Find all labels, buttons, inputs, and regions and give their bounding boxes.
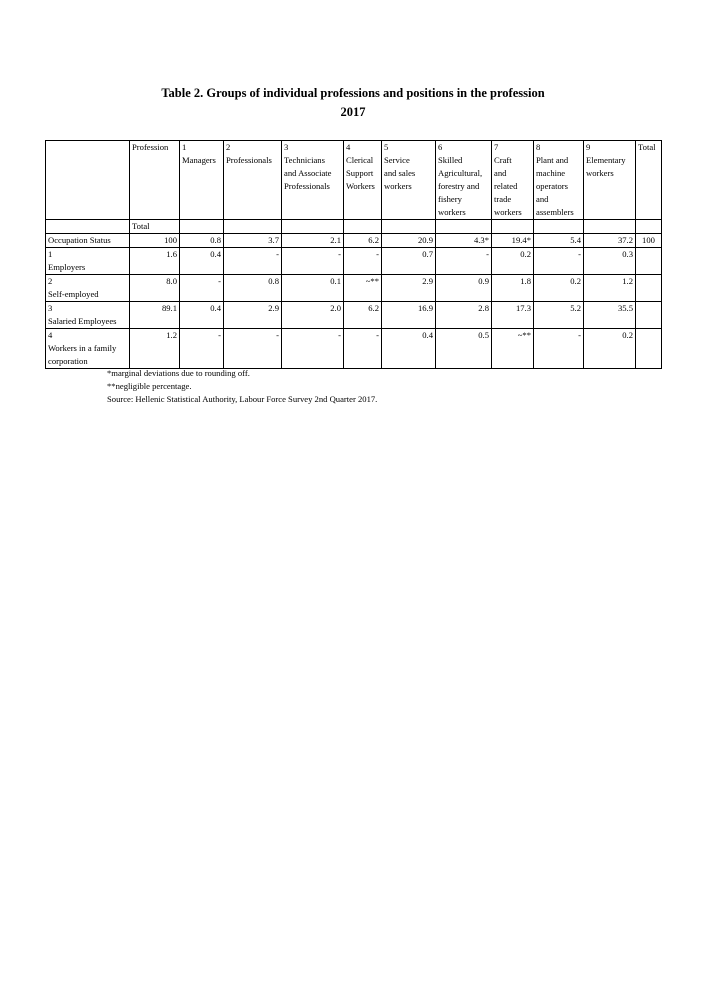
table-cell: 2.0 bbox=[282, 302, 344, 329]
table-cell: 4.3* bbox=[436, 234, 492, 248]
group-label-line: Managers bbox=[182, 155, 216, 165]
table-year: 2017 bbox=[340, 105, 366, 119]
header-group-3 bbox=[282, 141, 344, 220]
table-cell: 1.8 bbox=[492, 275, 534, 302]
table-cell: ~** bbox=[492, 329, 534, 369]
group-number: 9 bbox=[586, 142, 591, 152]
table-cell: ~** bbox=[344, 275, 382, 302]
group-number: 5 bbox=[384, 142, 389, 152]
group-label-line: trade bbox=[494, 194, 512, 204]
group-label-line: Technicians bbox=[284, 155, 325, 165]
group-label-line: machine bbox=[536, 168, 566, 178]
subheader-row bbox=[46, 220, 662, 234]
group-label-line: workers bbox=[438, 207, 466, 217]
row-label-text: Employers bbox=[48, 262, 86, 272]
table-cell: 2.9 bbox=[224, 302, 282, 329]
empty-cell bbox=[224, 220, 282, 234]
group-label-line: workers bbox=[586, 168, 614, 178]
empty-cell bbox=[584, 220, 636, 234]
header-row bbox=[46, 141, 662, 220]
table-cell: - bbox=[436, 248, 492, 275]
table-cell: 0.4 bbox=[180, 248, 224, 275]
table-title: Table 2. Groups of individual professions and positions in the profession bbox=[161, 86, 545, 100]
table-cell: 0.4 bbox=[382, 329, 436, 369]
table-cell: - bbox=[282, 329, 344, 369]
group-label-line: Professionals bbox=[226, 155, 272, 165]
table-row bbox=[46, 248, 662, 275]
row-number: 3 bbox=[48, 303, 53, 313]
group-label-line: workers bbox=[384, 181, 412, 191]
empty-cell bbox=[46, 220, 130, 234]
table-cell: 0.5 bbox=[436, 329, 492, 369]
header-total: Total bbox=[636, 141, 662, 220]
group-label-line: related bbox=[494, 181, 518, 191]
group-number: 3 bbox=[284, 142, 289, 152]
header-group-4 bbox=[344, 141, 382, 220]
table-cell: 0.2 bbox=[584, 329, 636, 369]
table-cell: 0.1 bbox=[282, 275, 344, 302]
empty-cell bbox=[382, 220, 436, 234]
group-label-line: Clerical bbox=[346, 155, 374, 165]
table-cell: 0.2 bbox=[534, 275, 584, 302]
group-number: 6 bbox=[438, 142, 443, 152]
table-notes bbox=[107, 367, 377, 406]
table-cell: 19.4* bbox=[492, 234, 534, 248]
table-row bbox=[46, 329, 662, 369]
group-label-line: and sales bbox=[384, 168, 416, 178]
table-cell: 0.2 bbox=[492, 248, 534, 275]
group-number: 2 bbox=[226, 142, 231, 152]
group-number: 4 bbox=[346, 142, 351, 152]
table-cell: - bbox=[344, 248, 382, 275]
row-label-line: corporation bbox=[48, 356, 88, 366]
empty-cell bbox=[180, 220, 224, 234]
row-label bbox=[46, 329, 130, 369]
group-label-line: operators bbox=[536, 181, 568, 191]
row-number: 2 bbox=[48, 276, 53, 286]
row-label bbox=[46, 234, 130, 248]
header-group-9 bbox=[584, 141, 636, 220]
table-cell: 0.7 bbox=[382, 248, 436, 275]
empty-cell bbox=[636, 220, 662, 234]
group-label-line: and bbox=[494, 168, 507, 178]
group-label-line: forestry and bbox=[438, 181, 480, 191]
empty-cell bbox=[492, 220, 534, 234]
header-group-5 bbox=[382, 141, 436, 220]
table-row bbox=[46, 234, 662, 248]
header-profession: Profession bbox=[130, 141, 180, 220]
row-label bbox=[46, 302, 130, 329]
table-cell: - bbox=[282, 248, 344, 275]
group-label-line: Workers bbox=[346, 181, 375, 191]
table-cell: 17.3 bbox=[492, 302, 534, 329]
table-cell: 35.5 bbox=[584, 302, 636, 329]
profession-total-label: Total bbox=[130, 220, 180, 234]
total-cell bbox=[636, 329, 662, 369]
row-label-line: Workers in a family bbox=[48, 343, 117, 353]
group-label-line: assemblers bbox=[536, 207, 574, 217]
table-cell: 3.7 bbox=[224, 234, 282, 248]
group-label-line: Professionals bbox=[284, 181, 330, 191]
table-cell: 89.1 bbox=[130, 302, 180, 329]
group-label-line: workers bbox=[494, 207, 522, 217]
group-number: 1 bbox=[182, 142, 187, 152]
table-cell: - bbox=[224, 329, 282, 369]
table-cell: 20.9 bbox=[382, 234, 436, 248]
table-cell: 5.4 bbox=[534, 234, 584, 248]
table-cell: 100 bbox=[130, 234, 180, 248]
group-label-line: Agricultural, bbox=[438, 168, 483, 178]
header-corner bbox=[46, 141, 130, 220]
table-cell: - bbox=[224, 248, 282, 275]
professions-table bbox=[45, 140, 662, 369]
row-number: 4 bbox=[48, 330, 53, 340]
table-cell: 2.8 bbox=[436, 302, 492, 329]
group-label-line: Support bbox=[346, 168, 374, 178]
group-label-line: fishery bbox=[438, 194, 462, 204]
table-cell: 1.6 bbox=[130, 248, 180, 275]
group-label-line: Craft bbox=[494, 155, 512, 165]
table-cell: 2.1 bbox=[282, 234, 344, 248]
note-negligible: **negligible percentage. bbox=[107, 381, 192, 391]
table-cell: 6.2 bbox=[344, 302, 382, 329]
empty-cell bbox=[282, 220, 344, 234]
table-cell: 5.2 bbox=[534, 302, 584, 329]
table-cell: 16.9 bbox=[382, 302, 436, 329]
table-cell: - bbox=[534, 329, 584, 369]
note-source: Source: Hellenic Statistical Authority, Labour Force Survey 2nd Quarter 2017. bbox=[107, 394, 378, 404]
table-row bbox=[46, 275, 662, 302]
group-label-line: Skilled bbox=[438, 155, 463, 165]
table-cell: - bbox=[180, 329, 224, 369]
table-row bbox=[46, 302, 662, 329]
empty-cell bbox=[436, 220, 492, 234]
table-cell: 8.0 bbox=[130, 275, 180, 302]
header-group-2 bbox=[224, 141, 282, 220]
row-label bbox=[46, 275, 130, 302]
table-cell: 37.2 bbox=[584, 234, 636, 248]
header-group-7 bbox=[492, 141, 534, 220]
group-label-line: Plant and bbox=[536, 155, 569, 165]
table-cell: - bbox=[344, 329, 382, 369]
table-cell: - bbox=[180, 275, 224, 302]
total-cell bbox=[636, 275, 662, 302]
row-number: 1 bbox=[48, 249, 53, 259]
header-group-1 bbox=[180, 141, 224, 220]
table-cell: 6.2 bbox=[344, 234, 382, 248]
empty-cell bbox=[344, 220, 382, 234]
header-group-6 bbox=[436, 141, 492, 220]
table-cell: 0.9 bbox=[436, 275, 492, 302]
total-cell bbox=[636, 302, 662, 329]
group-number: 7 bbox=[494, 142, 499, 152]
total-cell: 100 bbox=[636, 234, 662, 248]
table-cell: 0.8 bbox=[180, 234, 224, 248]
table-cell: 2.9 bbox=[382, 275, 436, 302]
empty-cell bbox=[534, 220, 584, 234]
table-cell: 0.8 bbox=[224, 275, 282, 302]
group-label-line: Elementary bbox=[586, 155, 626, 165]
row-label bbox=[46, 248, 130, 275]
row-label-text: Salaried Employees bbox=[48, 316, 117, 326]
row-label-text: Occupation Status bbox=[48, 235, 111, 245]
table-cell: 0.4 bbox=[180, 302, 224, 329]
group-label-line: and bbox=[536, 194, 549, 204]
table-cell: 1.2 bbox=[584, 275, 636, 302]
total-cell bbox=[636, 248, 662, 275]
note-rounding: *marginal deviations due to rounding off. bbox=[107, 368, 250, 378]
group-number: 8 bbox=[536, 142, 541, 152]
group-label-line: and Associate bbox=[284, 168, 332, 178]
table-cell: - bbox=[534, 248, 584, 275]
row-label-text: Self-employed bbox=[48, 289, 99, 299]
table-cell: 0.3 bbox=[584, 248, 636, 275]
header-group-8 bbox=[534, 141, 584, 220]
group-label-line: Service bbox=[384, 155, 410, 165]
table-cell: 1.2 bbox=[130, 329, 180, 369]
